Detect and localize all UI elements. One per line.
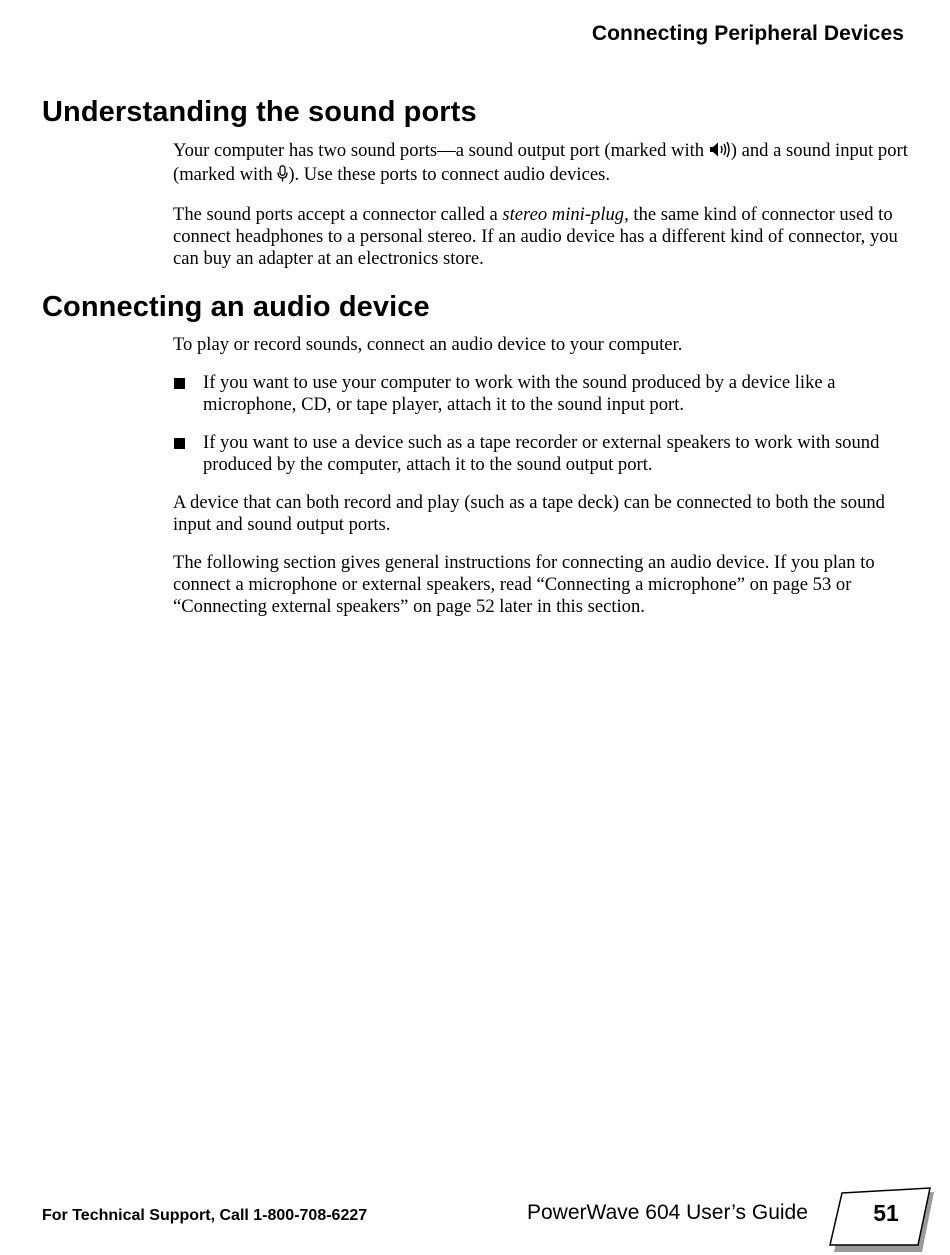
running-head: Connecting Peripheral Devices (591, 22, 904, 45)
section-body-audio-device (173, 334, 909, 634)
guide-title-footer: PowerWave 604 User’s Guide (527, 1201, 808, 1224)
microphone-icon (277, 165, 288, 188)
section-heading-sound-ports: Understanding the sound ports (42, 96, 477, 128)
list-item: If you want to use your computer to work with the sound produced by a device like a microphone, CD, or tape player, attach it to the sound input port. (173, 372, 909, 416)
page-number: 51 (873, 1200, 899, 1226)
bullet-square-icon (174, 378, 185, 389)
tech-support-footer: For Technical Support, Call 1-800-708-6227 (42, 1207, 368, 1224)
paragraph-following-section: The following section gives general instructions for connecting an audio device. If you plan to connect a microphone or external speakers, read “Connecting a microphone” on page 53 or “Connecting external speakers” on page 52 later in this section. (173, 552, 875, 617)
bullet-list (173, 372, 909, 476)
bullet-square-icon (174, 438, 185, 449)
paragraph-audio-intro: To play or record sounds, connect an audio device to your computer. (173, 334, 683, 355)
paragraph-sound-ports-intro: Your computer has two sound ports—a sound output port (marked with ) and a sound input port (marked with ). Use these ports to connect audio devices. (173, 140, 909, 188)
speaker-icon (709, 141, 731, 164)
list-item: If you want to use a device such as a tape recorder or external speakers to work with sound produced by the computer, attach it to the sound output port. (173, 432, 909, 476)
section-heading-audio-device: Connecting an audio device (42, 291, 430, 323)
section-body-sound-ports (173, 140, 909, 286)
paragraph-record-and-play: A device that can both record and play (such as a tape deck) can be connected to both the sound input and sound output ports. (173, 492, 885, 535)
paragraph-stereo-mini-plug: The sound ports accept a connector called a stereo mini-plug, the same kind of connector used to connect headphones to a personal stereo. If an audio device has a different kind of connector, you can buy an adapter at an electronics store. (173, 204, 898, 269)
